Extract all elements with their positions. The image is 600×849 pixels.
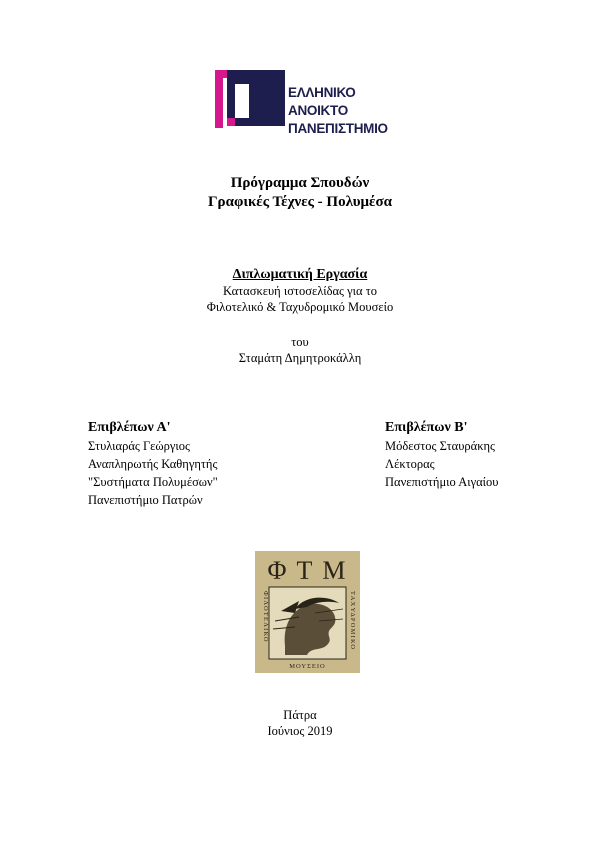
university-logo	[215, 70, 415, 142]
university-logo-text	[288, 84, 388, 138]
svg-text:Φ Τ Μ: Φ Τ Μ	[267, 556, 348, 585]
logo-line-1: ΕΛΛΗΝΙΚΟ	[288, 85, 356, 100]
footer-date: Ιούνιος 2019	[267, 724, 333, 738]
supervisor-a-rank: Αναπληρωτής Καθηγητής	[88, 457, 218, 471]
logo-line-2: ΑΝΟΙΚΤΟ	[288, 103, 348, 118]
museum-logo	[255, 551, 360, 673]
museum-logo-image	[255, 551, 360, 673]
logo-line-3: ΠΑΝΕΠΙΣΤΗΜΙΟ	[288, 121, 388, 136]
thesis-author: Σταμάτη Δημητροκάλλη	[238, 351, 362, 365]
thesis-title-line-1: Κατασκευή ιστοσελίδας για το	[223, 284, 377, 298]
supervisor-a-university: Πανεπιστήμιο Πατρών	[88, 493, 203, 507]
museum-logo-left-text: ΦΙΛΟΤΕΛΙΚΟ	[262, 591, 269, 643]
university-logo-mark	[215, 70, 287, 142]
supervisor-b-name: Μόδεστος Σταυράκης	[385, 439, 495, 453]
program-subtitle: Γραφικές Τέχνες - Πολυμέσα	[208, 194, 392, 210]
museum-logo-right-text: ΤΑΧΥΔΡΟΜΙΚΟ	[349, 591, 356, 651]
thesis-by: του	[291, 335, 309, 349]
supervisor-b-heading: Επιβλέπων Β'	[385, 420, 468, 435]
thesis-title-line-2: Φιλοτελικό & Ταχυδρομικό Μουσείο	[206, 300, 394, 314]
supervisor-a	[88, 419, 218, 509]
supervisor-b-rank: Λέκτορας	[385, 457, 435, 471]
supervisor-a-name: Στυλιαράς Γεώργιος	[88, 439, 190, 453]
thesis-heading-wrap	[0, 265, 600, 285]
program-title: Πρόγραμμα Σπουδών	[230, 175, 370, 191]
supervisor-a-field: "Συστήματα Πολυμέσων"	[88, 475, 218, 489]
supervisor-b	[385, 419, 498, 491]
museum-logo-bottom-text: ΜΟΥΣΕΙΟ	[289, 663, 326, 670]
footer-city: Πάτρα	[283, 708, 317, 722]
supervisor-a-heading: Επιβλέπων Α'	[88, 420, 171, 435]
thesis-heading: Διπλωματική Εργασία	[232, 267, 368, 282]
supervisor-b-university: Πανεπιστήμιο Αιγαίου	[385, 475, 499, 489]
